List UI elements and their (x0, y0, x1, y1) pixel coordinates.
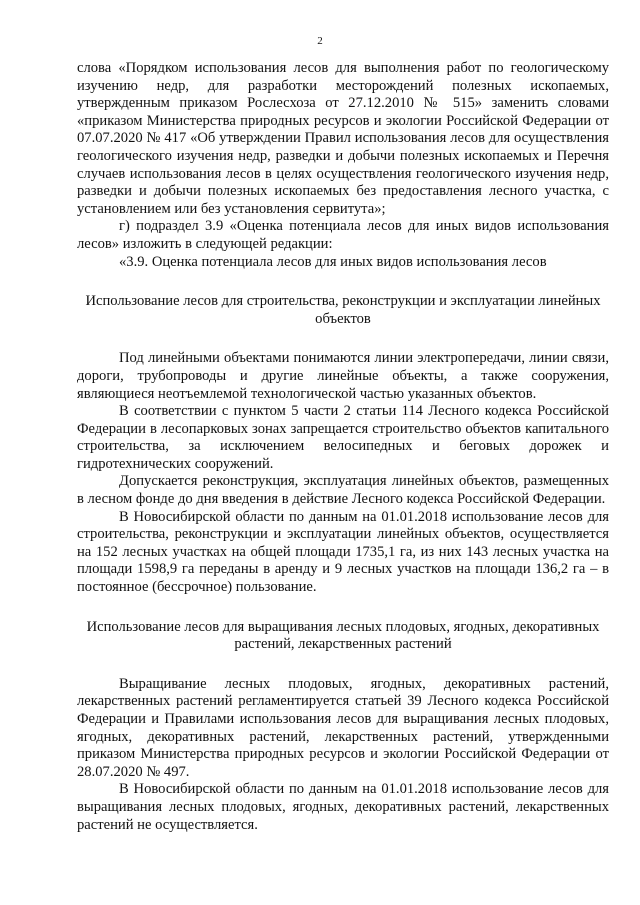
document-body (77, 60, 609, 834)
section-heading-linear-objects: Использование лесов для строительства, реконструкции и эксплуатации линейных объектов (85, 293, 601, 327)
spacer (77, 328, 609, 350)
paragraph-linear-objects-definition: Под линейными объектами понимаются линии электропередачи, линии связи, дороги, трубопроводы и другие линейные объекты, а также сооружения, являющиеся неотъемлемой технологической частью указанных объектов. (77, 350, 609, 402)
spacer (77, 597, 609, 619)
paragraph-subitem-g: г) подраздел 3.9 «Оценка потенциала лесов для иных видов использования лесов» изложить в следующей редакции: (77, 218, 609, 252)
page-number: 2 (317, 35, 323, 47)
paragraph-linear-objects-prohibition: В соответствии с пунктом 5 части 2 статьи 114 Лесного кодекса Российской Федерации в лесопарковых зонах запрещается строительство объектов капитального строительства, за исключением велосипедных и беговых дорожек и гидротехнических сооружений. (77, 403, 609, 472)
spacer (77, 271, 609, 293)
paragraph-linear-objects-statistics: В Новосибирской области по данным на 01.01.2018 использование лесов для строительства, реконструкции и эксплуатации линейных объектов, осуществляется на 152 лесных участках на общей площади 1735,1 га, из них 143 лесных участка на площади 1598,9 га переданы в аренду и 9 лесных участков на площади 136,2 га – в постоянное (бессрочное) пользование. (77, 508, 609, 596)
spacer (77, 654, 609, 676)
paragraph-plant-growing-regulation: Выращивание лесных плодовых, ягодных, декоративных растений, лекарственных растений регламентируется статьей 39 Лесного кодекса Российской Федерации и Правилами использования лесов для выращивания лесных плодовых, ягодных, декоративных растений, лекарственных растений, утвержденными приказом Министерства природных ресурсов и экологии Российской Федерации от 28.07.2020 № 497. (77, 675, 609, 780)
paragraph-intro-continuation: слова «Порядком использования лесов для выполнения работ по геологическому изучению недр, для разработки месторождений полезных ископаемых, утвержденным приказом Рослесхоза от 27.12.2010 № 515» заменить словами «приказом Министерства природных ресурсов и экологии Российской Федерации от 07.07.2020 № 417 «Об утверждении Правил использования лесов для осуществления геологического изучения недр, разведки и добычи полезных ископаемых и Перечня случаев использования лесов в целях осуществления геологического изучения недр, разведки и добычи полезных ископаемых без предоставления лесного участка, с установлением или без установления сервитута»; (77, 60, 609, 217)
section-heading-plant-growing: Использование лесов для выращивания лесных плодовых, ягодных, декоративных растений, лекарственных растений (86, 618, 600, 653)
paragraph-section-3-9-title: «3.9. Оценка потенциала лесов для иных видов использования лесов (119, 253, 547, 270)
paragraph-plant-growing-statistics: В Новосибирской области по данным на 01.01.2018 использование лесов для выращивания лесных плодовых, ягодных, декоративных растений, лекарственных растений не осуществляется. (77, 781, 609, 833)
paragraph-linear-objects-allowed: Допускается реконструкция, эксплуатация линейных объектов, размещенных в лесном фонде до дня введения в действие Лесного кодекса Российской Федерации. (77, 473, 609, 508)
